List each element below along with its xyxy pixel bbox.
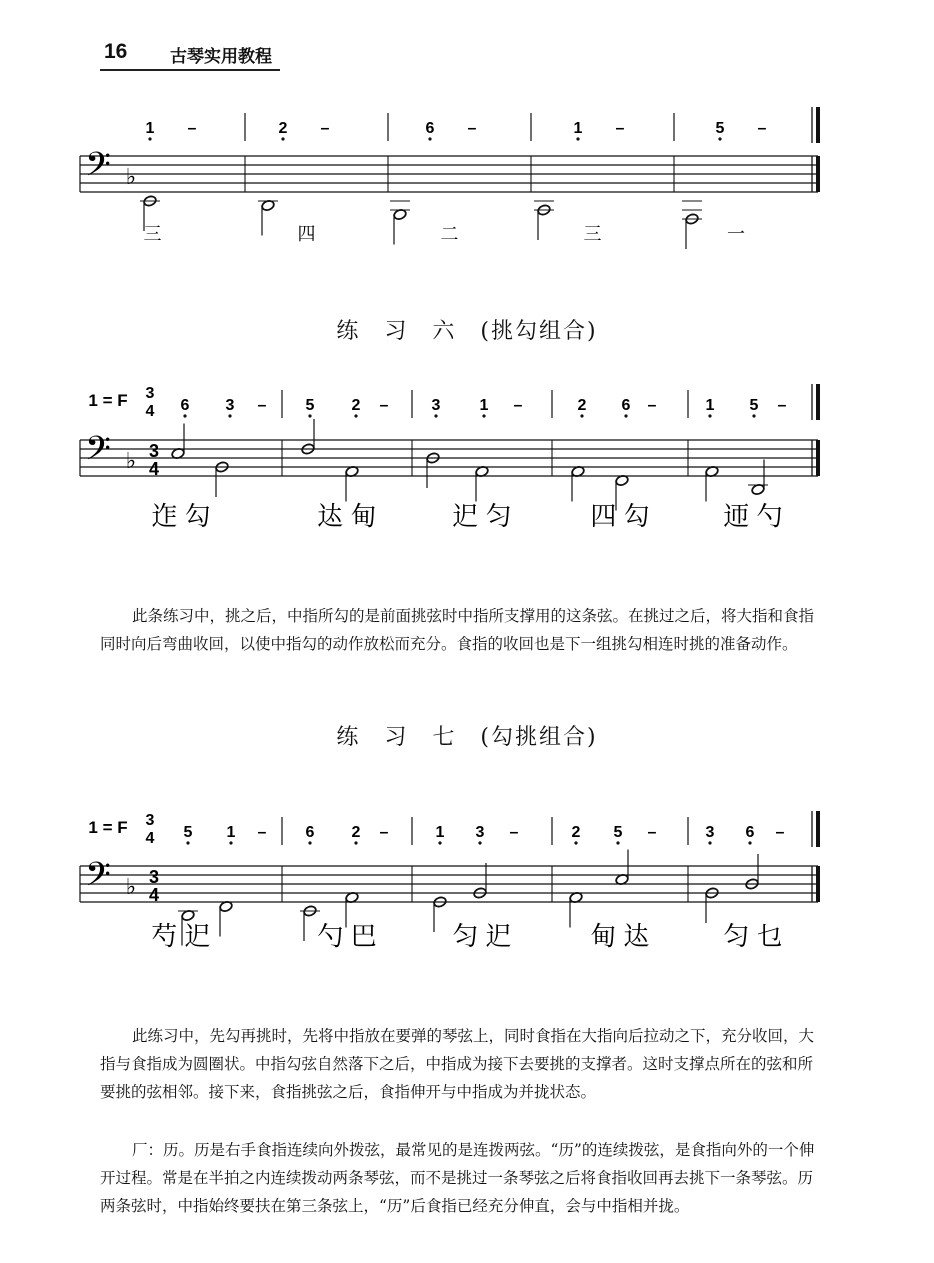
jianpu-octave-dot [438, 841, 441, 844]
page-number: 16 [104, 40, 128, 63]
jianpu-octave-dot [354, 841, 357, 844]
book-title: 古琴实用教程 [170, 47, 272, 67]
jianpu-octave-dot [281, 137, 284, 140]
jianpu-note: 3 [431, 397, 441, 414]
jianpu-note: 5 [183, 824, 193, 841]
fingering-label: 四 [297, 224, 316, 244]
flat-sign: ♭ [125, 874, 137, 899]
jianpu-octave-dot [308, 841, 311, 844]
fingering-label: 迏 甸 [317, 501, 377, 531]
jianpu-note: 3 [705, 824, 715, 841]
fingering-label: 三 [143, 224, 162, 244]
jianpu-note: 3 [475, 824, 485, 841]
jianpu-note: 2 [278, 120, 288, 137]
staff-time-top: 3 [148, 867, 160, 887]
jianpu-final-barline-thick [816, 107, 820, 143]
jianpu-note: 6 [425, 120, 435, 137]
jianpu-dash: – [320, 120, 330, 137]
jianpu-dash: – [379, 824, 389, 841]
jianpu-octave-dot [183, 414, 186, 417]
final-barline-thick [816, 866, 820, 902]
jianpu-octave-dot [478, 841, 481, 844]
jianpu-note: 3 [225, 397, 235, 414]
jianpu-note: 1 [226, 824, 236, 841]
jianpu-note: 6 [745, 824, 755, 841]
jianpu-octave-dot [428, 137, 431, 140]
jianpu-note: 5 [613, 824, 623, 841]
staff-time-bottom: 4 [148, 459, 160, 479]
jianpu-octave-dot [308, 414, 311, 417]
paragraph-1: 此条练习中，挑之后，中指所勾的是前面挑弦时中指所支撑用的这条弦。在挑过之后，将大指和食指同时向后弯曲收回，以使中指勾的动作放松而充分。食指的收回也是下一组挑勾相连时挑的准备动作。 [100, 607, 815, 653]
jianpu-note: 2 [351, 397, 361, 414]
jianpu-dash: – [647, 824, 657, 841]
jianpu-final-barline-thick [816, 811, 820, 847]
jianpu-note: 5 [715, 120, 725, 137]
jianpu-dash: – [467, 120, 477, 137]
fingering-label: 迊 勺 [723, 501, 783, 531]
jianpu-octave-dot [574, 841, 577, 844]
fingering-label: 四 勾 [590, 501, 650, 531]
jianpu-octave-dot [186, 841, 189, 844]
fingering-label: 甸 迏 [590, 921, 650, 951]
fingering-label: 芍 迉 [151, 921, 211, 951]
fingering-label: 迮 勾 [151, 501, 211, 531]
jianpu-note: 2 [571, 824, 581, 841]
jianpu-octave-dot [752, 414, 755, 417]
jianpu-note: 6 [305, 824, 315, 841]
jianpu-octave-dot [228, 414, 231, 417]
staff-time-top: 3 [148, 441, 160, 461]
fingering-label: 一 [727, 224, 745, 244]
jianpu-note: 1 [705, 397, 715, 414]
jianpu-note: 2 [351, 824, 361, 841]
jianpu-dash: – [257, 397, 267, 414]
jianpu-dash: – [187, 120, 197, 137]
flat-sign: ♭ [125, 164, 137, 189]
jianpu-dash: – [777, 397, 787, 414]
bass-clef: 𝄢 [85, 857, 111, 901]
jianpu-note: 1 [573, 120, 583, 137]
jianpu-octave-dot [616, 841, 619, 844]
staff-time-bottom: 4 [148, 885, 160, 905]
jianpu-dash: – [757, 120, 767, 137]
time-sig-bottom: 4 [145, 403, 155, 420]
fingering-label: 迉 匀 [452, 501, 512, 531]
jianpu-note: 5 [305, 397, 315, 414]
fingering-label: 匀 迉 [452, 921, 512, 951]
fingering-label: 三 [583, 224, 602, 244]
jianpu-note: 1 [145, 120, 155, 137]
bass-clef: 𝄢 [85, 147, 111, 191]
time-sig-bottom: 4 [145, 830, 155, 847]
jianpu-dash: – [615, 120, 625, 137]
final-barline-thick [816, 156, 820, 192]
jianpu-octave-dot [624, 414, 627, 417]
jianpu-dash: – [647, 397, 657, 414]
exercise-7-title: 练 习 七 (勾挑组合) [336, 725, 598, 750]
jianpu-octave-dot [708, 841, 711, 844]
paragraph-2: 此练习中，先勾再挑时，先将中指放在要弹的琴弦上，同时食指在大指向后拉动之下，充分收回，大指与食指成为圆圈状。中指勾弦自然落下之后，中指成为接下去要挑的支撑者。这时支撑点所在的弦和所要挑的弦相邻。接下来，食指挑弦之后，食指伸开与中指成为并拢状态。 [100, 1027, 815, 1101]
jianpu-note: 6 [621, 397, 631, 414]
jianpu-dash: – [257, 824, 267, 841]
jianpu-dash: – [513, 397, 523, 414]
jianpu-dash: – [509, 824, 519, 841]
jianpu-dash: – [379, 397, 389, 414]
final-barline-thick [816, 440, 820, 476]
jianpu-octave-dot [576, 137, 579, 140]
time-sig-top: 3 [145, 385, 155, 402]
jianpu-note: 1 [435, 824, 445, 841]
jianpu-octave-dot [148, 137, 151, 140]
jianpu-octave-dot [434, 414, 437, 417]
jianpu-note: 5 [749, 397, 759, 414]
jianpu-dash: – [775, 824, 785, 841]
bass-clef: 𝄢 [85, 431, 111, 475]
fingering-label: 匀 乜 [723, 921, 783, 951]
jianpu-octave-dot [354, 414, 357, 417]
jianpu-octave-dot [718, 137, 721, 140]
paragraph-3: 厂：历。历是右手食指连续向外拨弦，最常见的是连拨两弦。“历”的连续拨弦，是食指向外的一个伸开过程。常是在半拍之内连续拨动两条琴弦，而不是挑过一条琴弦之后将食指收回再去挑下一条琴弦。历两条弦时，中指始终要扶在第三条弦上，“历”后食指已经充分伸直，会与中指相并拢。 [100, 1141, 815, 1215]
jianpu-octave-dot [748, 841, 751, 844]
jianpu-octave-dot [482, 414, 485, 417]
jianpu-octave-dot [229, 841, 232, 844]
fingering-label: 二 [440, 224, 459, 244]
time-sig-top: 3 [145, 812, 155, 829]
exercise-6-title: 练 习 六 (挑勾组合) [336, 319, 598, 344]
jianpu-octave-dot [708, 414, 711, 417]
jianpu-note: 2 [577, 397, 587, 414]
jianpu-note: 1 [479, 397, 489, 414]
key-label: 1 = F [88, 391, 128, 410]
flat-sign: ♭ [125, 448, 137, 473]
jianpu-octave-dot [580, 414, 583, 417]
jianpu-final-barline-thick [816, 384, 820, 420]
jianpu-note: 6 [180, 397, 190, 414]
key-label: 1 = F [88, 818, 128, 837]
fingering-label: 勺 巴 [317, 921, 377, 951]
